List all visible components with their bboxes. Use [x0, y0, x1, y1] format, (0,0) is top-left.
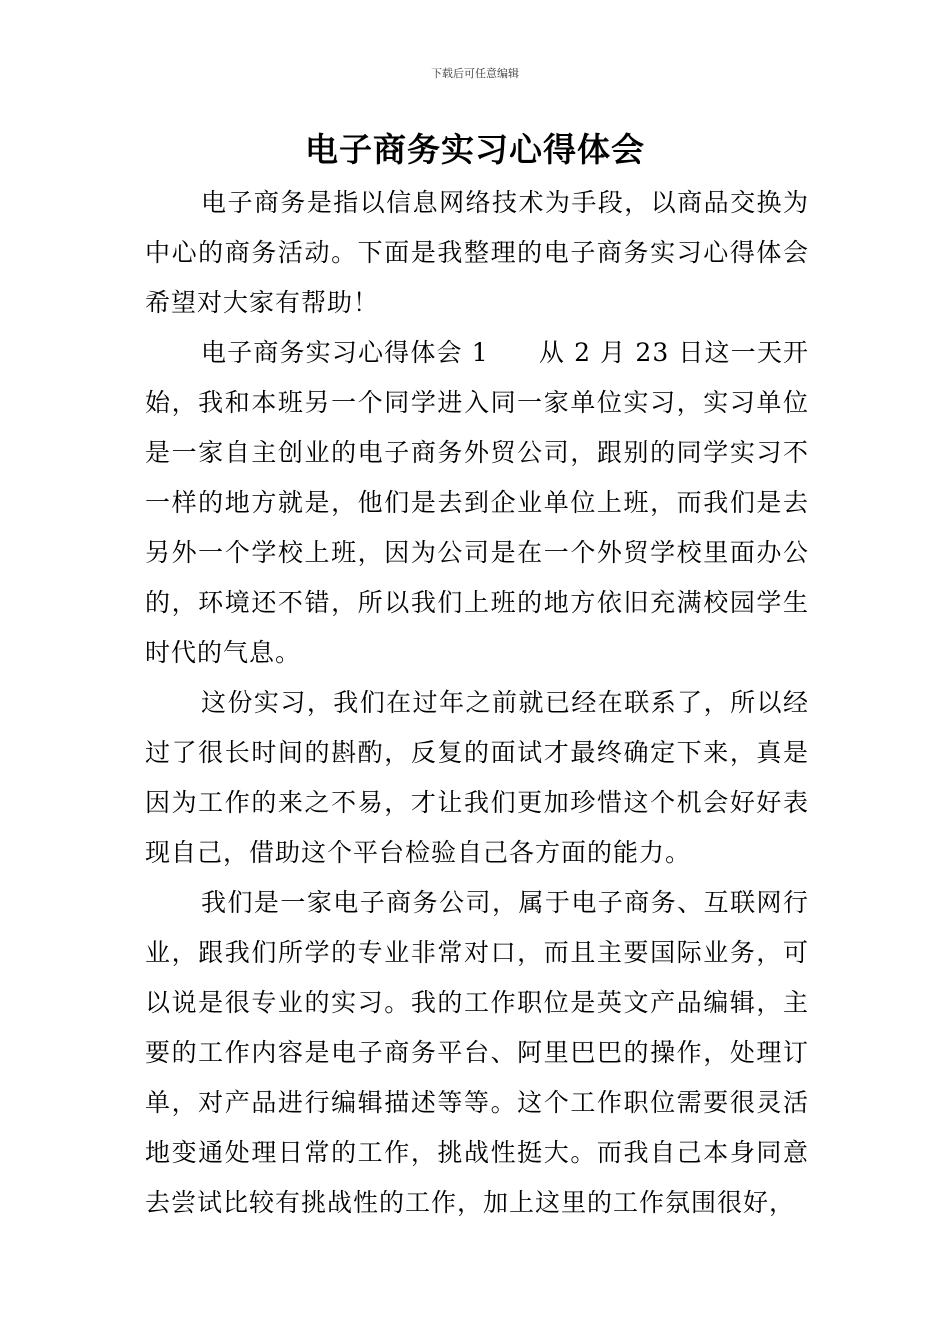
- section-1-text: 从 2 月 23 日这一天开始，我和本班另一个同学进入同一家单位实习，实习单位是一家自主创业的电子商务外贸公司，跟别的同学实习不一样的地方就是，他们是去到企业单位上班，而我们是去另外一个学校上班，因为公司是在一个外贸学校里面办公的，环境还不错，所以我们上班的地方依旧充满校园学生时代的气息。: [145, 338, 809, 667]
- document-body: [145, 178, 809, 1228]
- intro-paragraph: 电子商务是指以信息网络技术为手段，以商品交换为中心的商务活动。下面是我整理的电子商务实习心得体会希望对大家有帮助！: [145, 188, 809, 317]
- paragraph-3: 我们是一家电子商务公司，属于电子商务、互联网行业，跟我们所学的专业非常对口，而且主要国际业务，可以说是很专业的实习。我的工作职位是英文产品编辑，主要的工作内容是电子商务平台、阿里巴巴的操作，处理订单，对产品进行编辑描述等等。这个工作职位需要很灵活地变通处理日常的工作，挑战性挺大。而我自己本身同意去尝试比较有挑战性的工作，加上这里的工作氛围很好，: [145, 888, 809, 1217]
- document-title: 电子商务实习心得体会: [305, 130, 645, 169]
- section-1-paragraph: [145, 328, 809, 678]
- section-heading: 电子商务实习心得体会 1: [201, 338, 489, 367]
- header-note: 下载后可任意编辑: [431, 67, 519, 80]
- paragraph-2: 这份实习，我们在过年之前就已经在联系了，所以经过了很长时间的斟酌，反复的面试才最终确定下来，真是因为工作的来之不易，才让我们更加珍惜这个机会好好表现自己，借助这个平台检验自己各方面的能力。: [145, 688, 809, 867]
